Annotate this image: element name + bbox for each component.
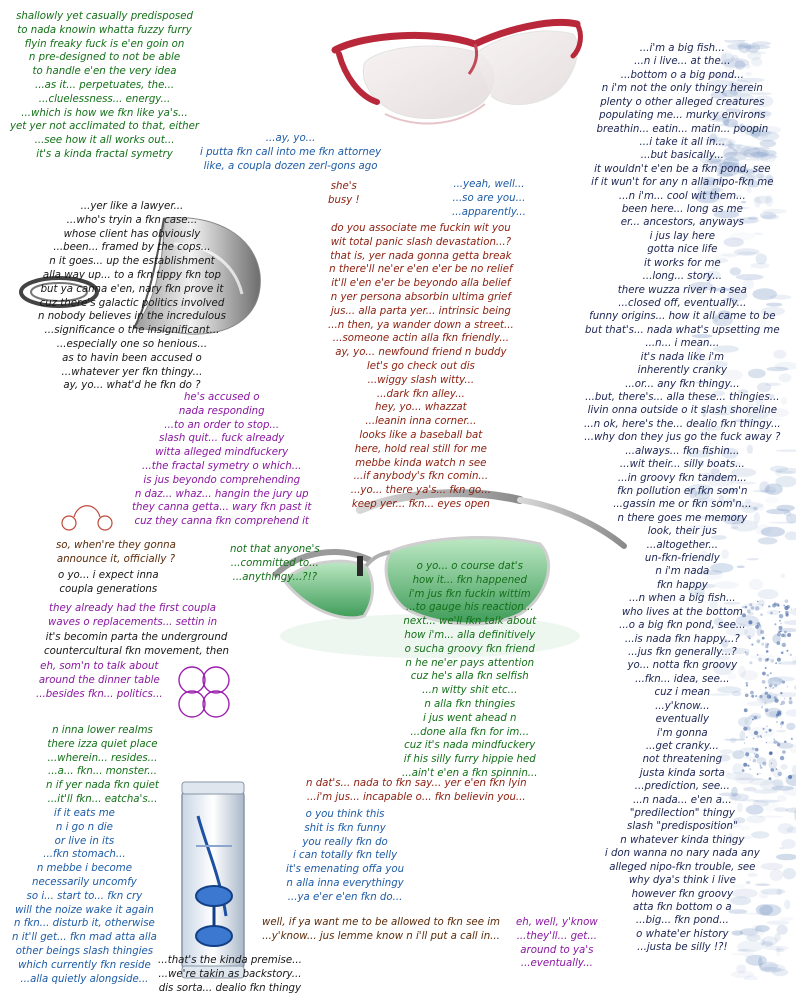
text-line: i'm gonna bbox=[657, 727, 708, 739]
text-line: here, hold real still for me bbox=[354, 443, 487, 455]
text-line: ...i'm jus... incapable o... fkn believin you... bbox=[306, 791, 526, 803]
lower-realms-text-block bbox=[46, 724, 159, 807]
text-line: atta fkn bottom o a bbox=[632, 902, 732, 913]
text-line: nada responding bbox=[178, 405, 265, 417]
text-line: alla way up... to a fkn tippy fkn top bbox=[42, 269, 222, 281]
announce-officially-text-block bbox=[56, 539, 176, 567]
text-line: ...i'm a big fish... bbox=[639, 43, 725, 54]
text-line: ...eventually... bbox=[520, 958, 593, 970]
text-line: you really fkn do bbox=[302, 836, 388, 848]
text-line: n pre-designed to not be able bbox=[28, 52, 181, 64]
text-line: n daz... whaz... hangin the jury up bbox=[134, 488, 309, 500]
nada-to-fkn-say-text-block bbox=[306, 777, 527, 805]
text-line: n i'm not the only thingy herein bbox=[601, 83, 763, 95]
text-line: announce it, officially ? bbox=[56, 553, 175, 565]
so-are-you-text-block bbox=[452, 178, 526, 219]
text-line: which currently fkn reside bbox=[18, 959, 151, 971]
text-line: ...altogether... bbox=[646, 539, 719, 551]
text-line: ...especially one so henious... bbox=[56, 338, 208, 350]
text-line: n alla inna everythingy bbox=[286, 877, 404, 889]
text-line: to handle e'en the very idea bbox=[32, 66, 177, 78]
text-line: yo... notta fkn groovy bbox=[627, 660, 738, 672]
text-line: ...to gauge his reaction... bbox=[405, 602, 534, 614]
committed-to-anythingy-text-block bbox=[230, 543, 320, 584]
text-line: ...they'll... get... bbox=[516, 930, 598, 942]
text-line: ...whatever yer fkn thingy... bbox=[61, 366, 203, 378]
text-line: necessarily uncomfy bbox=[31, 876, 137, 888]
text-line: he's accused o bbox=[183, 392, 260, 403]
text-line: cuz they canna fkn comprehend it bbox=[134, 516, 309, 528]
text-line: there wuzza river n a sea bbox=[617, 284, 747, 296]
shallowly-predisposed-text-block bbox=[10, 10, 199, 162]
waves-o-replacements-text-block bbox=[48, 602, 217, 630]
text-line: ...someone actin alla fkn friendly... bbox=[332, 333, 509, 345]
text-line: ...committed to... bbox=[230, 557, 319, 569]
text-line: whose client has obviously bbox=[63, 228, 201, 240]
text-line: ay, yo... newfound friend n buddy bbox=[335, 347, 507, 359]
text-line: will the noize wake it again bbox=[15, 904, 154, 916]
text-line: "predilection" thingy bbox=[629, 808, 735, 820]
text-line: keep yer... fkn... eyes open bbox=[351, 498, 490, 510]
text-line: funny origins... how it all came to be bbox=[589, 311, 776, 323]
text-line: fkn happy bbox=[656, 579, 708, 591]
text-line: ...prediction, see... bbox=[634, 781, 730, 793]
text-line: it works for me bbox=[643, 257, 721, 269]
text-line: ...see how it all works out... bbox=[34, 135, 175, 147]
text-line: ...but, there's... alla these... thingies... bbox=[585, 391, 780, 403]
text-line: ...ya e'er e'en fkn do... bbox=[287, 891, 403, 903]
text-line: ...yo... there ya's... fkn go... bbox=[350, 485, 491, 497]
o-course-dats-text-block bbox=[402, 560, 538, 781]
text-line: justa kinda sorta bbox=[639, 767, 725, 779]
text-line: like, a coupla dozen zerl-gons ago bbox=[203, 160, 378, 172]
text-line: why dya's think i live bbox=[628, 875, 736, 887]
text-line: how i'm... alla definitively bbox=[404, 629, 536, 641]
text-line: gotta nice life bbox=[647, 244, 718, 256]
text-line: fkn pollution er fkn som'n bbox=[617, 485, 748, 497]
text-line: ...o a big fkn pond, see... bbox=[619, 620, 746, 632]
text-line: busy ! bbox=[328, 194, 360, 206]
text-line: n he ne'er pays attention bbox=[405, 657, 535, 669]
text-line: shit is fkn funny bbox=[304, 822, 386, 834]
text-line: ...ain't e'en a fkn spinnin... bbox=[402, 767, 538, 779]
text-line: who lives at the bottom bbox=[621, 606, 743, 618]
attorney-call-text-block bbox=[200, 132, 381, 173]
text-line: ...who's tryin a fkn case... bbox=[66, 214, 198, 226]
text-line: er... ancestors, anyways bbox=[620, 217, 744, 229]
text-line: n it'll get... fkn mad atta alla bbox=[12, 932, 157, 944]
text-line: n fkn... disturb it, otherwise bbox=[14, 918, 155, 930]
text-line: ...bottom o a big pond... bbox=[620, 69, 744, 81]
text-line: ...been... framed by the cops... bbox=[53, 242, 211, 254]
text-line: ...n... i mean... bbox=[645, 338, 720, 350]
text-line: i jus went ahead n bbox=[422, 712, 517, 724]
text-line: or live in its bbox=[54, 835, 115, 847]
text-line: ...yer like a lawyer... bbox=[80, 201, 184, 212]
text-line: ay, yo... what'd he fkn do ? bbox=[63, 380, 201, 392]
eventually-text-block bbox=[516, 916, 598, 971]
text-line: ...a... fkn... monster... bbox=[47, 766, 157, 778]
text-line: been here... long as me bbox=[621, 204, 743, 216]
text-line: there izza quiet place bbox=[47, 738, 158, 750]
text-line: ...jus fkn generally...? bbox=[628, 646, 737, 658]
text-line: look, their jus bbox=[647, 526, 717, 538]
text-line: ...to an order to stop... bbox=[164, 419, 280, 431]
text-line: n yer persona absorbin ultima grief bbox=[330, 291, 511, 303]
text-line: n there'll ne'er e'en e'er be no relief bbox=[329, 264, 513, 276]
text-line: ...n i'm... cool wit them... bbox=[618, 190, 746, 202]
red-safety-glasses-image bbox=[325, 4, 587, 142]
text-line: ...n ok, here's the... dealio fkn thingy... bbox=[584, 418, 781, 430]
text-line: ...so are you... bbox=[452, 192, 526, 204]
text-line: other beings slash thingies bbox=[15, 945, 154, 957]
text-line: ...fkn... idea, see... bbox=[635, 673, 730, 685]
text-line: mebbe kinda watch n see bbox=[355, 457, 487, 469]
text-line: it'll e'en e'er be beyondo alla belief bbox=[331, 278, 511, 290]
text-line: countercultural fkn movement, then bbox=[44, 645, 229, 657]
text-line: n dat's... nada to fkn say... yer e'en fkn lyin bbox=[306, 778, 527, 789]
text-line: wit total panic slash devastation...? bbox=[330, 236, 512, 248]
text-line: as to havin been accused o bbox=[62, 352, 202, 364]
text-line: n alla fkn thingies bbox=[424, 698, 516, 710]
text-line: ...n when a big fish... bbox=[628, 593, 736, 605]
text-line: n whatever kinda thingy bbox=[620, 834, 745, 846]
big-fish-text-block bbox=[584, 42, 781, 955]
text-line: livin onna outside o it slash shoreline bbox=[587, 405, 778, 417]
text-line: ...ay, yo... bbox=[265, 133, 316, 144]
text-line: ...y'know... jus lemme know n i'll put a call in... bbox=[262, 930, 500, 942]
text-line: n i'm nada bbox=[655, 566, 710, 578]
text-line: ...justa be silly !?! bbox=[637, 942, 728, 954]
shes-busy-text-block bbox=[328, 180, 360, 208]
text-line: ...yeah, well... bbox=[453, 179, 525, 190]
text-line: populating me... murky environs bbox=[599, 110, 766, 122]
text-line: ...n then, ya wander down a street... bbox=[328, 319, 514, 331]
text-line: ...y'know... bbox=[655, 700, 710, 712]
text-line: ...alla quietly alongside... bbox=[20, 973, 149, 985]
accused-nada-responding-text-block bbox=[132, 391, 311, 529]
text-line: o yo... i expect inna bbox=[58, 570, 159, 581]
text-line: ...the fractal symetry o which... bbox=[141, 460, 302, 472]
lawyer-framed-text-block bbox=[38, 200, 226, 393]
text-line: let's go check out dis bbox=[366, 360, 475, 372]
text-line: but ya canna e'en, nary fkn prove it bbox=[40, 283, 224, 295]
text-line: they canna getta... wary fkn past it bbox=[132, 502, 312, 514]
coupla-generations-text-block bbox=[58, 569, 159, 597]
text-line: it wouldn't e'en be a fkn pond, see bbox=[594, 163, 771, 175]
text-line: if it wun't for any n alla nipo-fkn me bbox=[591, 177, 774, 189]
text-line: slash quit... fuck already bbox=[159, 433, 285, 445]
text-line: ...wherein... resides... bbox=[47, 752, 158, 764]
text-line: ...apparently... bbox=[452, 206, 526, 218]
text-line: jus... alla parta yer... intrinsic being bbox=[330, 305, 511, 317]
text-line: eh, well, y'know bbox=[516, 917, 598, 928]
text-line: ...n i live... at the... bbox=[634, 56, 731, 68]
text-line: it's emenating offa you bbox=[286, 864, 405, 876]
text-line: ...long... story... bbox=[642, 271, 722, 283]
text-line: ...fkn stomach... bbox=[43, 849, 126, 861]
text-line: eh, som'n to talk about bbox=[40, 661, 159, 672]
text-line: ...n nada... e'en a... bbox=[632, 794, 732, 806]
text-line: n mebbe i become bbox=[36, 863, 132, 875]
text-line: ...always... fkn fishin... bbox=[625, 445, 740, 457]
text-line: ...which is how we fkn like ya's... bbox=[21, 107, 188, 119]
text-line: it's a kinda fractal symetry bbox=[36, 148, 173, 160]
text-line: do you associate me fuckin wit you bbox=[330, 223, 511, 234]
text-line: they already had the first coupla bbox=[49, 603, 217, 614]
text-line: o you think this bbox=[305, 809, 385, 820]
dinner-table-text-block bbox=[36, 660, 163, 701]
text-line: yet yer not acclimated to that, either bbox=[10, 121, 200, 133]
text-line: ...closed off, eventually... bbox=[618, 298, 747, 310]
text-line: ...we're takin as backstory... bbox=[158, 968, 302, 980]
text-line: cuz it's nada mindfuckery bbox=[404, 740, 536, 752]
text-line: n it goes... up the establishment bbox=[49, 256, 215, 268]
text-line: alleged nipo-fkn trouble, see bbox=[609, 861, 756, 873]
text-line: inherently cranky bbox=[637, 365, 728, 377]
text-line: dis sorta... dealio fkn thingy bbox=[158, 982, 302, 994]
text-line: i'm jus fkn fuckin wittim bbox=[408, 588, 531, 600]
text-line: but that's... nada what's upsetting me bbox=[585, 324, 780, 336]
text-line: o whate'er history bbox=[636, 928, 729, 940]
text-line: cuz i mean bbox=[654, 687, 711, 699]
text-line: ...big... fkn pond... bbox=[635, 915, 729, 927]
two-circles-symbol bbox=[60, 496, 116, 536]
text-line: shallowly yet casually predisposed bbox=[16, 11, 193, 22]
text-line: not threatening bbox=[642, 754, 723, 766]
text-line: plenty o other alleged creatures bbox=[600, 96, 765, 108]
text-line: n if yer nada fkn quiet bbox=[46, 780, 159, 792]
text-line: ...gassin me or fkn som'n... bbox=[613, 499, 752, 511]
think-this-funny-text-block bbox=[286, 808, 404, 905]
text-line: n i go n die bbox=[55, 821, 113, 833]
underground-movement-text-block bbox=[44, 631, 229, 659]
kinda-premise-text-block bbox=[158, 954, 302, 995]
text-line: ...significance o the insignificant... bbox=[44, 325, 220, 337]
text-line: it's becomin parta the underground bbox=[45, 632, 228, 643]
text-line: ...but basically... bbox=[640, 150, 724, 162]
text-line: i jus lay here bbox=[649, 230, 716, 242]
text-line: it's nada like i'm bbox=[640, 351, 725, 363]
text-line: if his silly furry hippie hed bbox=[403, 754, 536, 766]
text-line: ...cluelessness... energy... bbox=[38, 93, 171, 105]
four-loops-symbol bbox=[172, 660, 236, 724]
text-line: un-fkn-friendly bbox=[644, 553, 720, 565]
text-line: ...is nada fkn happy...? bbox=[624, 633, 740, 645]
text-line: well, if ya want me to be allowed to fkn see im bbox=[262, 917, 500, 928]
text-line: that is, yer nada gonna getta break bbox=[330, 250, 512, 262]
text-line: cuz he's alla fkn selfish bbox=[410, 671, 529, 683]
text-line: she's bbox=[330, 181, 357, 192]
text-line: however fkn groovy bbox=[631, 888, 734, 900]
text-line: ...done alla fkn for im... bbox=[410, 726, 530, 738]
text-line: ...wiggy slash witty... bbox=[367, 374, 475, 386]
text-line: next... we'll fkn talk about bbox=[403, 616, 537, 628]
text-line: ...wit their... silly boats... bbox=[619, 459, 745, 471]
text-line: not that anyone's bbox=[230, 544, 320, 555]
text-line: breathin... eatin... matin... poopin bbox=[596, 123, 769, 135]
text-line: to nada knowin whatta fuzzy furry bbox=[17, 24, 192, 36]
text-line: ...why don they jus go the fuck away ? bbox=[584, 432, 781, 444]
text-line: ...if anybody's fkn comin... bbox=[353, 471, 489, 483]
text-line: o sucha groovy fkn friend bbox=[404, 643, 535, 655]
text-line: eventually bbox=[655, 714, 710, 726]
text-line: witta alleged mindfuckery bbox=[155, 447, 289, 459]
if-it-eats-me-text-block bbox=[12, 807, 157, 986]
text-line: i don wanna no nary nada any bbox=[604, 848, 760, 860]
text-line: waves o replacements... settin in bbox=[48, 616, 218, 628]
text-line: i can totally fkn telly bbox=[292, 850, 398, 862]
text-line: ...in groovy fkn tandem... bbox=[617, 472, 747, 484]
text-line: is jus beyondo comprehending bbox=[143, 474, 301, 486]
text-line: looks like a baseball bat bbox=[359, 429, 483, 441]
associate-devastation-text-block bbox=[328, 222, 514, 512]
text-line: hey, yo... whazzat bbox=[375, 402, 467, 414]
text-line: n inna lower realms bbox=[52, 725, 153, 736]
text-line: if it eats me bbox=[53, 808, 115, 819]
text-line: ...that's the kinda premise... bbox=[158, 955, 302, 966]
text-line: ...anythingy...?!? bbox=[232, 571, 318, 583]
text-line: flyin freaky fuck is e'en goin on bbox=[24, 38, 185, 50]
text-line: ...get cranky... bbox=[645, 740, 719, 752]
text-line: so i... start to... fkn cry bbox=[26, 890, 143, 902]
text-line: around to ya's bbox=[520, 944, 594, 956]
text-line: ...or... any fkn thingy... bbox=[625, 378, 740, 390]
text-line: around the dinner table bbox=[38, 674, 160, 686]
text-line: n nobody believes in the incredulous bbox=[38, 311, 226, 323]
text-line: i putta fkn call into me fkn attorney bbox=[200, 146, 382, 158]
text-line: coupla generations bbox=[59, 583, 158, 595]
text-line: ...dark fkn alley... bbox=[376, 388, 465, 400]
text-line: ...it'll fkn... eatcha's... bbox=[47, 793, 158, 805]
text-line: how it... fkn happened bbox=[412, 574, 527, 586]
allowed-to-see-im-text-block bbox=[262, 916, 500, 944]
text-line: o yo... o course dat's bbox=[416, 561, 523, 572]
text-line: ...besides fkn... politics... bbox=[36, 688, 163, 700]
text-line: slash "predisposition" bbox=[627, 821, 738, 833]
text-line: so, when're they gonna bbox=[56, 540, 176, 551]
text-line: ...leanin inna corner... bbox=[365, 416, 477, 428]
text-line: ...n witty shit etc... bbox=[422, 685, 518, 697]
text-line: ...as it... perpetuates, the... bbox=[34, 79, 175, 91]
text-line: ...i take it all in... bbox=[639, 136, 726, 148]
text-line: cuz there's galactic politics involved bbox=[39, 297, 225, 309]
text-line: n there goes me memory bbox=[617, 512, 748, 524]
